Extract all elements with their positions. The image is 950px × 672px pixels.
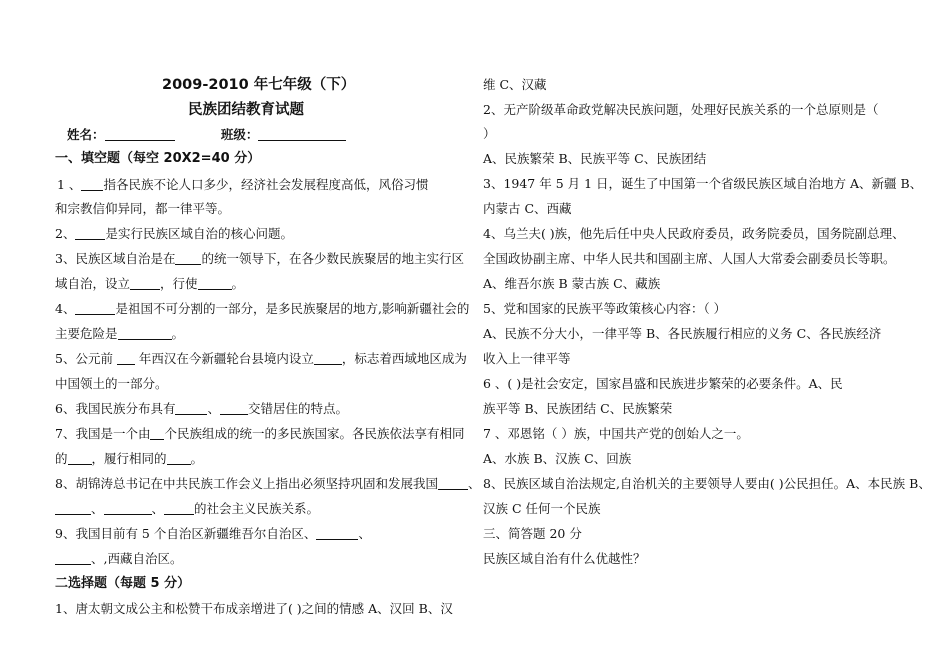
choice-question-3: 3、1947 年 5 月 1 日，诞生了中国第一个省级民族区域自治地方 A、新疆 B、 xyxy=(483,176,923,191)
short-answer-question: 民族区域自治有什么优越性？ xyxy=(483,551,646,566)
blank[interactable] xyxy=(175,252,201,265)
blank[interactable] xyxy=(130,277,160,290)
class-blank[interactable] xyxy=(258,128,346,141)
choice-question-7-options: A、水族 B、汉族 C、回族 xyxy=(483,451,632,466)
fill-question-5-cont: 中国领土的一部分。 xyxy=(55,376,168,391)
name-blank[interactable] xyxy=(105,128,175,141)
blank[interactable] xyxy=(316,527,358,540)
right-column xyxy=(475,0,950,672)
choice-question-5-options: A、民族不分大小，一律平等 B、各民族履行相应的义务 C、各民族经济 xyxy=(483,326,882,341)
blank[interactable] xyxy=(314,352,342,365)
fill-question-8-cont: 、 、 的社会主义民族关系。 xyxy=(55,501,319,517)
blank[interactable] xyxy=(150,427,164,440)
fill-question-9-cont: 、,西藏自治区。 xyxy=(55,551,183,567)
choice-question-6: 6 、( )是社会安定，国家昌盛和民族进步繁荣的必要条件。A、民 xyxy=(483,376,843,391)
choice-question-2: 2、无产阶级革命政党解决民族问题，处理好民族关系的一个总原则是（ xyxy=(483,102,879,117)
section2-heading: 二选择题（每题 5 分） xyxy=(55,576,191,591)
choice-question-1-cont: 维 C、汉藏 xyxy=(483,77,547,92)
blank[interactable] xyxy=(55,502,91,515)
fill-question-7-cont: 的 ，履行相同的 。 xyxy=(55,451,204,466)
blank[interactable] xyxy=(118,327,172,340)
fill-question-8: 8、胡锦涛总书记在中共民族工作会义上指出必须坚持巩固和发展我国 、 xyxy=(55,476,481,491)
choice-question-4-cont: 全国政协副主席、中华人民共和国副主席、人国人大常委会副委员长等职。 xyxy=(483,251,896,266)
blank[interactable] xyxy=(75,302,115,315)
choice-question-7: 7 、邓恩铭（ ）族，中国共产党的创始人之一。 xyxy=(483,426,749,441)
fill-question-4-cont: 主要危险是 。 xyxy=(55,326,185,341)
fill-question-3-cont: 域自治，设立 ，行使 。 xyxy=(55,276,245,291)
fill-question-2: 2、 是实行民族区域自治的核心问题。 xyxy=(55,226,293,241)
choice-question-6-options: 族平等 B、民族团结 C、民族繁荣 xyxy=(483,401,673,416)
section1-heading: 一、填空题（每空 20X2=40 分） xyxy=(55,151,261,166)
title-line2: 民族团结教育试题 xyxy=(188,102,304,118)
choice-question-4: 4、乌兰夫( )族，他先后任中央人民政府委员，政务院委员，国务院副总理、 xyxy=(483,226,905,241)
blank[interactable] xyxy=(175,402,207,415)
blank[interactable] xyxy=(167,452,191,465)
blank[interactable] xyxy=(198,277,232,290)
class-label: 班级： xyxy=(220,127,259,142)
blank[interactable] xyxy=(75,227,105,240)
blank[interactable] xyxy=(438,477,468,490)
choice-question-5: 5、党和国家的民族平等政策核心内容：（ ） xyxy=(483,301,727,316)
fill-question-9: 9、我国目前有 5 个自治区新疆维吾尔自治区、 、 xyxy=(55,526,371,541)
choice-question-5-cont: 收入上一律平等 xyxy=(483,351,571,366)
blank[interactable] xyxy=(164,502,194,515)
fill-question-7: 7、我国是一个由 个民族组成的统一的多民族国家。各民族依法享有相同 xyxy=(55,426,465,441)
choice-question-8: 8、民族区域自治法规定,自治机关的主要领导人要由( )公民担任。A、本民族 B、 xyxy=(483,476,931,491)
choice-question-4-options: A、维吾尔族 B 蒙古族 C、藏族 xyxy=(483,276,661,291)
fill-question-1-cont: 和宗教信仰异同，都一律平等。 xyxy=(55,201,231,216)
choice-question-1: 1、唐太朝文成公主和松赞干布成亲增进了( )之间的情感 A、汉回 B、汉 xyxy=(55,601,453,616)
blank[interactable] xyxy=(68,452,92,465)
blank[interactable] xyxy=(117,352,135,365)
title-line1: 2009-2010 年七年级（下） xyxy=(162,77,356,93)
fill-question-3: 3、民族区域自治是在 的统一领导下，在各少数民族聚居的地主实行区 xyxy=(55,251,464,266)
student-info-row xyxy=(67,127,346,143)
choice-question-2-options: A、民族繁荣 B、民族平等 C、民族团结 xyxy=(483,151,707,166)
choice-question-8-cont: 汉族 C 任何一个民族 xyxy=(483,501,601,516)
choice-question-3-cont: 内蒙古 C、西藏 xyxy=(483,201,572,216)
fill-question-6: 6、我国民族分布具有 、 交错居住的特点。 xyxy=(55,401,348,416)
blank[interactable] xyxy=(81,178,103,191)
choice-question-2-cont: ） xyxy=(483,126,496,141)
fill-question-5: 5、公元前 年西汉在今新疆轮台县境内设立 ，标志着西域地区成为 xyxy=(55,351,467,366)
section3-heading: 三、简答题 20 分 xyxy=(483,526,582,541)
blank[interactable] xyxy=(55,552,91,565)
fill-question-4: 4、 是祖国不可分割的一部分，是多民族聚居的地方,影响新疆社会的 xyxy=(55,301,470,316)
blank[interactable] xyxy=(104,502,152,515)
blank[interactable] xyxy=(220,402,248,415)
name-label: 姓名： xyxy=(67,127,105,142)
fill-question-1: 1 、 指各民族不论人口多少，经济社会发展程度高低，风俗习惯 xyxy=(57,177,429,192)
